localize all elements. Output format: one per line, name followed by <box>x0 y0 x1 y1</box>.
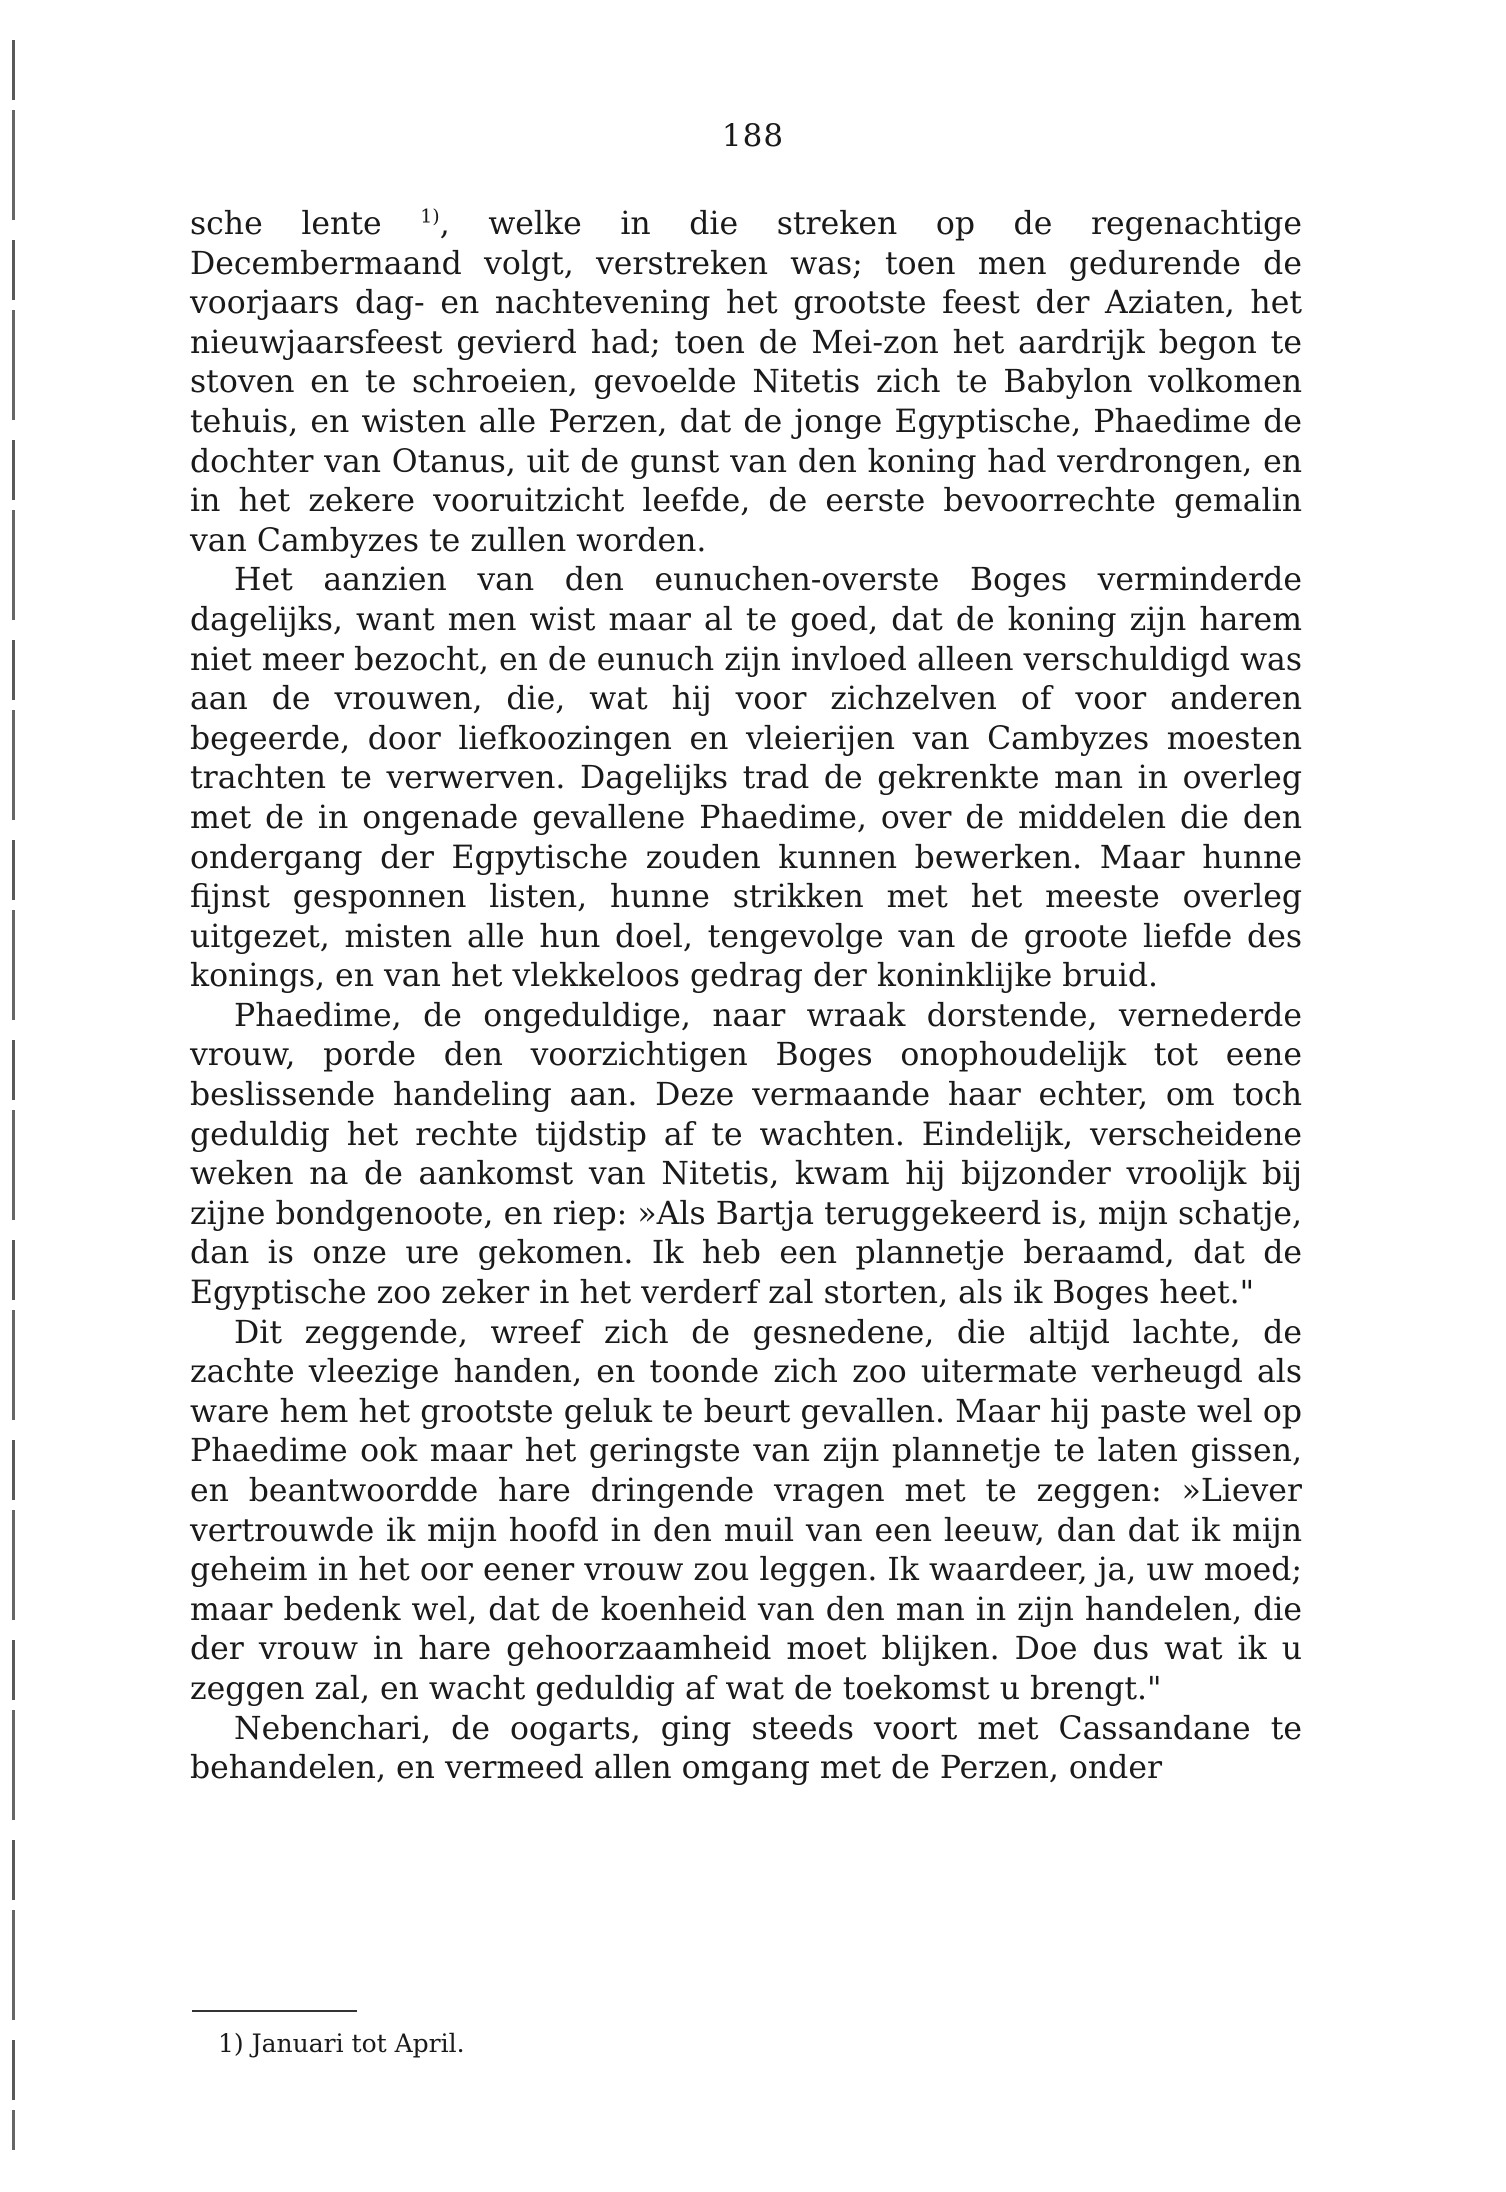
footnote-reference: 1) <box>420 205 440 228</box>
paragraph-4: Dit zeggende, wreef zich de gesnedene, die altijd lachte, de zachte vleezige handen, en toonde zich zoo uitermate verheugd als ware hem het grootste geluk te beurt gevallen. Maar hij paste wel op Phaedime ook maar het geringste van zijn plannetje te laten gissen, en beantwoordde hare dringende vragen met te zeggen: »Liever vertrouwde ik mijn hoofd in den muil van een leeuw, dan dat ik mijn geheim in het oor eener vrouw zou leggen. Ik waardeer, ja, uw moed; maar bedenk wel, dat de koenheid van den man in zijn handelen, die der vrouw in hare gehoorzaamheid moet blijken. Doe dus wat ik u zeggen zal, en wacht geduldig af wat de toekomst u brengt." <box>190 1314 1302 1707</box>
paragraph-5: Nebenchari, de oogarts, ging steeds voort met Cassandane te behandelen, en vermeed allen omgang met de Perzen, onder <box>190 1710 1302 1787</box>
paragraph-1-start: sche lente <box>190 206 421 242</box>
paragraph-2: Het aanzien van den eunuchen-overste Boges verminderde dagelijks, want men wist maar al te goed, dat de koning zijn harem niet meer bezocht, en de eunuch zijn invloed alleen verschuldigd was aan de vrouwen, die, wat hij voor zichzelven of voor anderen begeerde, door liefkoozingen en vleierijen van Cambyzes moesten trachten te verwerven. Dagelijks trad de gekrenkte man in overleg met de in ongenade gevallene Phaedime, over de middelen die den ondergang der Egpytische zouden kunnen bewerken. Maar hunne fijnst gesponnen listen, hunne strikken met het meeste overleg uitgezet, misten alle hun doel, tengevolge van de groote liefde des konings, en van het vlekkeloos gedrag der koninklijke bruid. <box>190 562 1302 995</box>
footnote: 1) Januari tot April. <box>218 2029 465 2058</box>
paragraph-1 <box>190 205 1302 561</box>
footnote-divider <box>192 2010 357 2012</box>
page-number: 188 <box>721 118 785 154</box>
text-body <box>190 205 1302 1789</box>
paragraph-3: Phaedime, de ongeduldige, naar wraak dorstende, vernederde vrouw, porde den voorzichtigen Boges onophoudelijk tot eene beslissende handeling aan. Deze vermaande haar echter, om toch geduldig het rechte tijdstip af te wachten. Eindelijk, verscheidene weken na de aankomst van Nitetis, kwam hij bijzonder vroolijk bij zijne bondgenoote, en riep: »Als Bartja teruggekeerd is, mijn schatje, dan is onze ure gekomen. Ik heb een plannetje beraamd, dat de Egyptische zoo zeker in het verderf zal storten, als ik Boges heet." <box>190 997 1302 1312</box>
paragraph-1-rest: , welke in die streken op de regenachtige Decembermaand volgt, verstreken was; toen men gedurende de voorjaars dag- en nachtevening het grootste feest der Aziaten, het nieuwjaarsfeest gevierd had; toen de Mei-zon het aardrijk begon te stoven en te schroeien, gevoelde Nitetis zich te Babylon volkomen tehuis, en wisten alle Perzen, dat de jonge Egyptische, Phaedime de dochter van Otanus, uit de gunst van den koning had verdrongen, en in het zekere vooruitzicht leefde, de eerste bevoorrechte gemalin van Cambyzes te zullen worden. <box>190 206 1302 559</box>
scan-edge-shadow <box>12 40 15 2150</box>
